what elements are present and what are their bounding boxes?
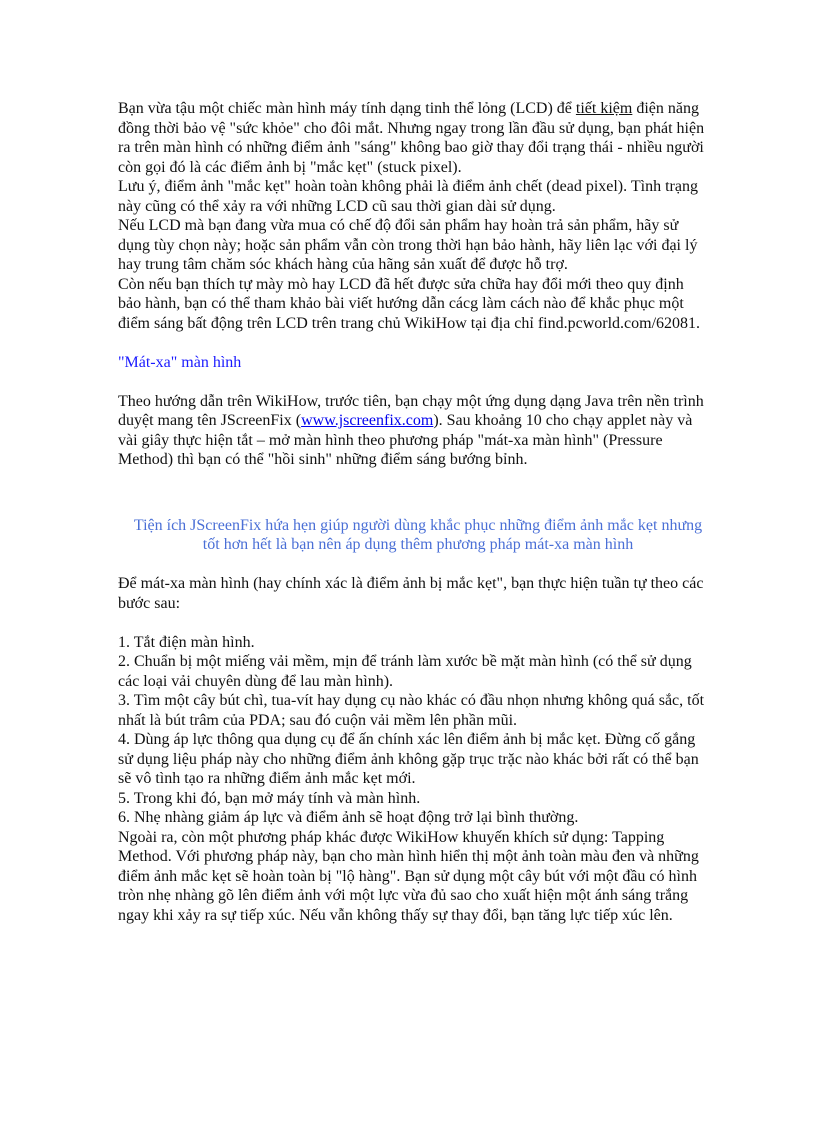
spacer [118,470,708,516]
step-item: 2. Chuẩn bị một miếng vải mềm, mịn để tránh làm xước bề mặt màn hình (có thể sử dụng các loại vải chuyên dùng để lau màn hình). [118,653,692,690]
intro-paragraph-3: Nếu LCD mà bạn đang vừa mua có chế độ đổi sản phẩm hay hoàn trả sản phẩm, hãy sử dụng tùy chọn này; hoặc sản phẩm vẫn còn trong thời hạn bảo hành, hãy liên lạc với đại lý hay trung tâm chăm sóc khách hàng của hãng sản xuất để được hỗ trợ. [118,217,698,273]
spacer [118,613,708,633]
section-text-after: ). Sau khoảng 10 cho chạy applet này và vài giây thực hiện tắt – mở màn hình theo phương pháp "mát-xa màn hình" (Pressure Method) thì bạn có thể "hồi sinh" những điểm sáng bướng bỉnh. [118,412,693,468]
intro-paragraph-2: Lưu ý, điểm ảnh "mắc kẹt" hoàn toàn không phải là điểm ảnh chết (dead pixel). Tình trạng này cũng có thể xảy ra với những LCD cũ sau thời gian dài sử dụng. [118,178,698,215]
spacer [118,372,708,392]
step-item: 1. Tắt điện màn hình. [118,633,255,651]
underlined-keyword: tiết kiệm [575,100,633,117]
steps-outro: Ngoài ra, còn một phương pháp khác được WikiHow khuyến khích sử dụng: Tapping Method. Với phương pháp này, bạn cho màn hình hiển thị một ảnh toàn màu đen và những điểm ảnh mắc kẹt sẽ hoàn toàn bị "lộ hàng". Bạn sử dụng một cây bút với một đầu có hình tròn nhẹ nhàng gõ lên điểm ảnh với một lực vừa đủ sao cho xuất hiện một ánh sáng trắng ngay khi xảy ra sự tiếp xúc. Nếu vẫn không thấy sự thay đổi, bạn tăng lực tiếp xúc lên. [118,828,699,924]
image-caption [118,516,718,555]
caption-line-1: Tiện ích JScreenFix hứa hẹn giúp người dùng khắc phục những điểm ảnh mắc kẹt nhưng [133,516,703,534]
section-paragraph [118,392,708,470]
section-text-before: Theo hướng dẫn trên WikiHow, trước tiên, bạn chạy một ứng dụng dạng Java trên nền trình duyệt mang tên JScreenFix ( [118,392,704,429]
jscreenfix-link[interactable]: www.jscreenfix.com [301,412,434,429]
spacer [118,555,708,575]
section-heading: "Mát-xa" màn hình [118,353,242,371]
step-item: 6. Nhẹ nhàng giảm áp lực và điểm ảnh sẽ hoạt động trở lại bình thường. [118,809,579,826]
spacer [118,333,708,353]
intro-paragraph-4: Còn nếu bạn thích tự mày mò hay LCD đã hết được sửa chữa hay đổi mới theo quy định bảo hành, bạn có thể tham khảo bài viết hướng dẫn cácg làm cách nào để khắc phục một điểm sáng bất động trên LCD trên trang chủ WikiHow tại địa chỉ find.pcworld.com/62081. [118,275,701,332]
step-item: 5. Trong khi đó, bạn mở máy tính và màn hình. [118,789,421,807]
document-body [118,99,708,925]
step-item: 4. Dùng áp lực thông qua dụng cụ để ấn chính xác lên điểm ảnh bị mắc kẹt. Đừng cố gắng sử dụng liệu pháp này cho những điểm ảnh không gặp trục trặc nào khác bởi rất có thể bạn sẽ vô tình tạo ra những điểm ảnh mắc kẹt mới. [118,731,699,787]
intro-text-before: Bạn vừa tậu một chiếc màn hình máy tính dạng tinh thể lỏng (LCD) để [118,100,576,117]
step-item: 3. Tìm một cây bút chì, tua-vít hay dụng cụ nào khác có đầu nhọn nhưng không quá sắc, tốt nhất là bút trâm của PDA; sau đó cuộn vải mềm lên phần mũi. [118,692,705,729]
steps-intro: Để mát-xa màn hình (hay chính xác là điểm ảnh bị mắc kẹt", bạn thực hiện tuần tự theo các bước sau: [118,575,704,612]
intro-text-after: điện năng đồng thời bảo vệ "sức khỏe" cho đôi mắt. Nhưng ngay trong lần đầu sử dụng, bạn phát hiện ra trên màn hình có những điểm ảnh "sáng" không bao giờ thay đổi trạng thái - nhiều người còn gọi đó là các điểm ảnh bị "mắc kẹt" (stuck pixel). [118,100,705,176]
intro-paragraph-1 [118,99,708,177]
caption-line-2: tốt hơn hết là bạn nên áp dụng thêm phương pháp mát-xa màn hình [202,536,634,553]
